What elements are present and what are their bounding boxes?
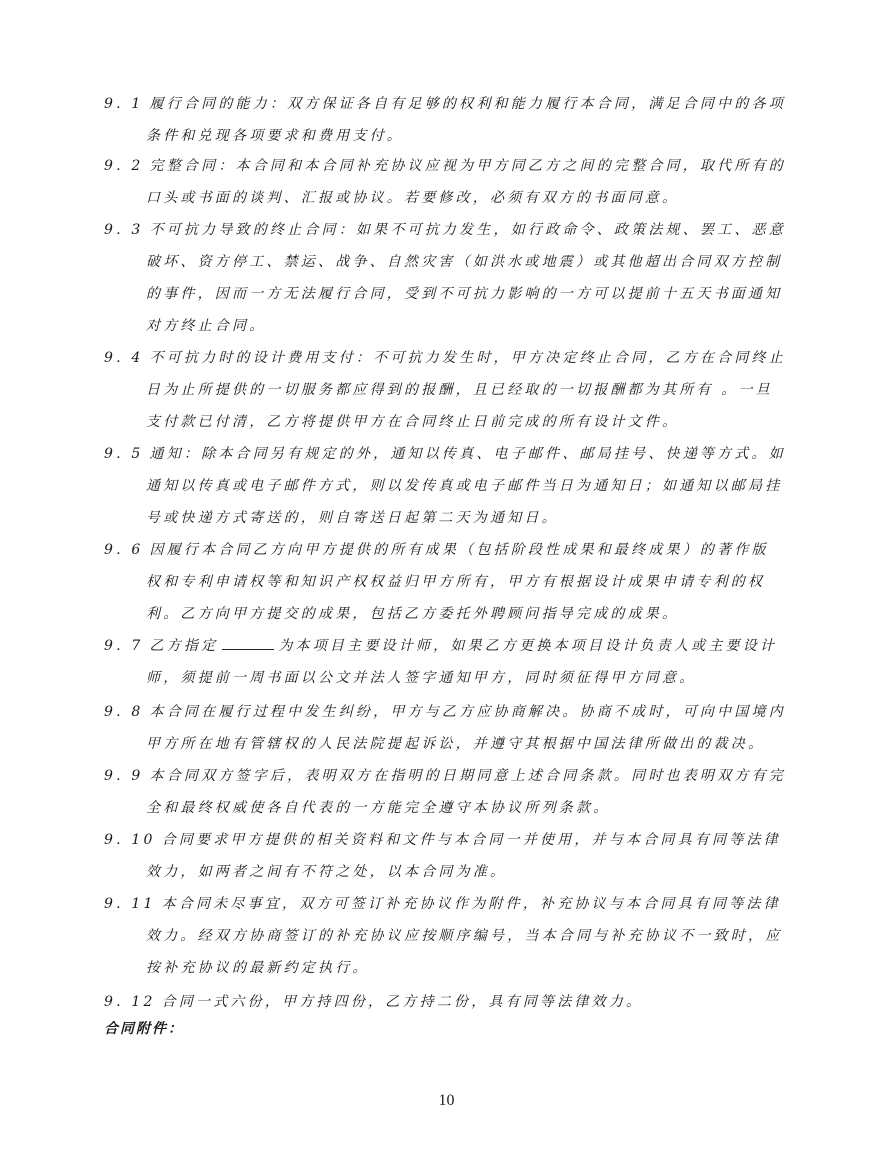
clause-text: 合同要求甲方提供的相关资料和文件与本合同一并使用，并与本合同具有同等法律 <box>161 832 781 848</box>
clause-number: 9. 6 <box>104 542 144 558</box>
clause-text: 乙方指定 <box>149 638 219 654</box>
clause-text: 破坏、资方停工、禁运、战争、自然灾害（如洪水或地震）或其他超出合同双方控制 <box>146 254 783 270</box>
page-number: 10 <box>438 1092 455 1109</box>
clause-text: 不可抗力导致的终止合同：如果不可抗力发生，如行政命令、政策法规、罢工、恶意 <box>149 222 786 238</box>
clause-text: 本合同在履行过程中发生纠纷，甲方与乙方应协商解决。协商不成时，可向中国境内 <box>149 704 786 720</box>
clause-9-6 <box>104 534 794 630</box>
clause-text: 全和最终权威使各自代表的一方能完全遵守本协议所列条款。 <box>146 800 611 816</box>
clause-9-10 <box>104 824 794 888</box>
clause-text: 通知以传真或电子邮件方式，则以发传真或电子邮件当日为通知日；如通知以邮局挂 <box>146 478 783 494</box>
clause-number: 9. 8 <box>104 704 144 720</box>
clause-text: 号或快递方式寄送的，则自寄送日起第二天为通知日。 <box>146 510 559 526</box>
clause-number: 9. 9 <box>104 768 144 784</box>
clause-9-7 <box>104 630 794 694</box>
clause-9-2 <box>104 150 794 214</box>
clause-text: 对方终止合同。 <box>146 318 267 334</box>
clause-text: 因履行本合同乙方向甲方提供的所有成果（包括阶段性成果和最终成果）的著作版 <box>149 542 769 558</box>
clause-9-11 <box>104 888 794 984</box>
clause-number: 9. 11 <box>104 896 156 912</box>
clause-text: 合同一式六份，甲方持四份，乙方持二份，具有同等法律效力。 <box>161 994 644 1010</box>
clause-9-9 <box>104 760 794 824</box>
clause-9-1 <box>104 88 794 152</box>
clause-number: 9. 1 <box>104 96 144 112</box>
clause-text: 通知：除本合同另有规定的外，通知以传真、电子邮件、邮局挂号、快递等方式。如 <box>149 446 786 462</box>
clause-text: 支付款已付清，乙方将提供甲方在合同终止日前完成的所有设计文件。 <box>146 414 680 430</box>
clause-9-4 <box>104 342 794 438</box>
clause-number: 9. 4 <box>104 350 144 366</box>
clause-text: 条件和兑现各项要求和费用支付。 <box>146 128 404 144</box>
clause-text: 本合同未尽事宜，双方可签订补充协议作为附件，补充协议与本合同具有同等法律 <box>161 896 781 912</box>
clause-text: 按补充协议的最新约定执行。 <box>146 960 370 976</box>
clause-text: 不可抗力时的设计费用支付：不可抗力发生时，甲方决定终止合同，乙方在合同终止 <box>149 350 786 366</box>
clause-text: 效力，如两者之间有不符之处，以本合同为准。 <box>146 864 508 880</box>
clause-number: 9. 10 <box>104 832 156 848</box>
clause-text: 日为止所提供的一切服务都应得到的报酬，且已经取的一切报酬都为其所有 。一旦 <box>146 382 773 398</box>
clause-number: 9. 7 <box>104 638 144 654</box>
clause-text: 为本项目主要设计师，如果乙方更换本项目设计负责人或主要设计 <box>278 638 778 654</box>
clause-9-12 <box>104 986 794 1018</box>
clause-9-3 <box>104 214 794 342</box>
clause-text: 本合同双方签字后，表明双方在指明的日期同意上述合同条款。同时也表明双方有完 <box>149 768 786 784</box>
clause-text: 的事件，因而一方无法履行合同，受到不可抗力影响的一方可以提前十五天书面通知 <box>146 286 783 302</box>
clause-text: 完整合同：本合同和本合同补充协议应视为甲方同乙方之间的完整合同，取代所有的 <box>149 158 786 174</box>
clause-text: 师，须提前一周书面以公文并法人签字通知甲方，同时须征得甲方同意。 <box>146 670 697 686</box>
clause-number: 9. 5 <box>104 446 144 462</box>
clause-text: 甲方所在地有管辖权的人民法院提起诉讼，并遵守其根据中国法律所做出的裁决。 <box>146 736 766 752</box>
clause-text: 履行合同的能力：双方保证各自有足够的权利和能力履行本合同，满足合同中的各项 <box>149 96 786 112</box>
attachments-heading: 合同附件： <box>104 1021 184 1037</box>
clause-text: 效力。经双方协商签订的补充协议应按顺序编号，当本合同与补充协议不一致时，应 <box>146 928 783 944</box>
clause-number: 9. 12 <box>104 994 156 1010</box>
clause-text: 权和专利申请权等和知识产权权益归甲方所有，甲方有根据设计成果申请专利的权 <box>146 574 766 590</box>
designer-name-blank[interactable] <box>222 635 274 650</box>
clause-number: 9. 2 <box>104 158 144 174</box>
clause-9-5 <box>104 438 794 534</box>
clause-number: 9. 3 <box>104 222 144 238</box>
clause-9-8 <box>104 696 794 760</box>
clause-text: 利。乙方向甲方提交的成果，包括乙方委托外聘顾问指导完成的成果。 <box>146 606 680 622</box>
clause-text: 口头或书面的谈判、汇报或协议。若要修改，必须有双方的书面同意。 <box>146 190 680 206</box>
